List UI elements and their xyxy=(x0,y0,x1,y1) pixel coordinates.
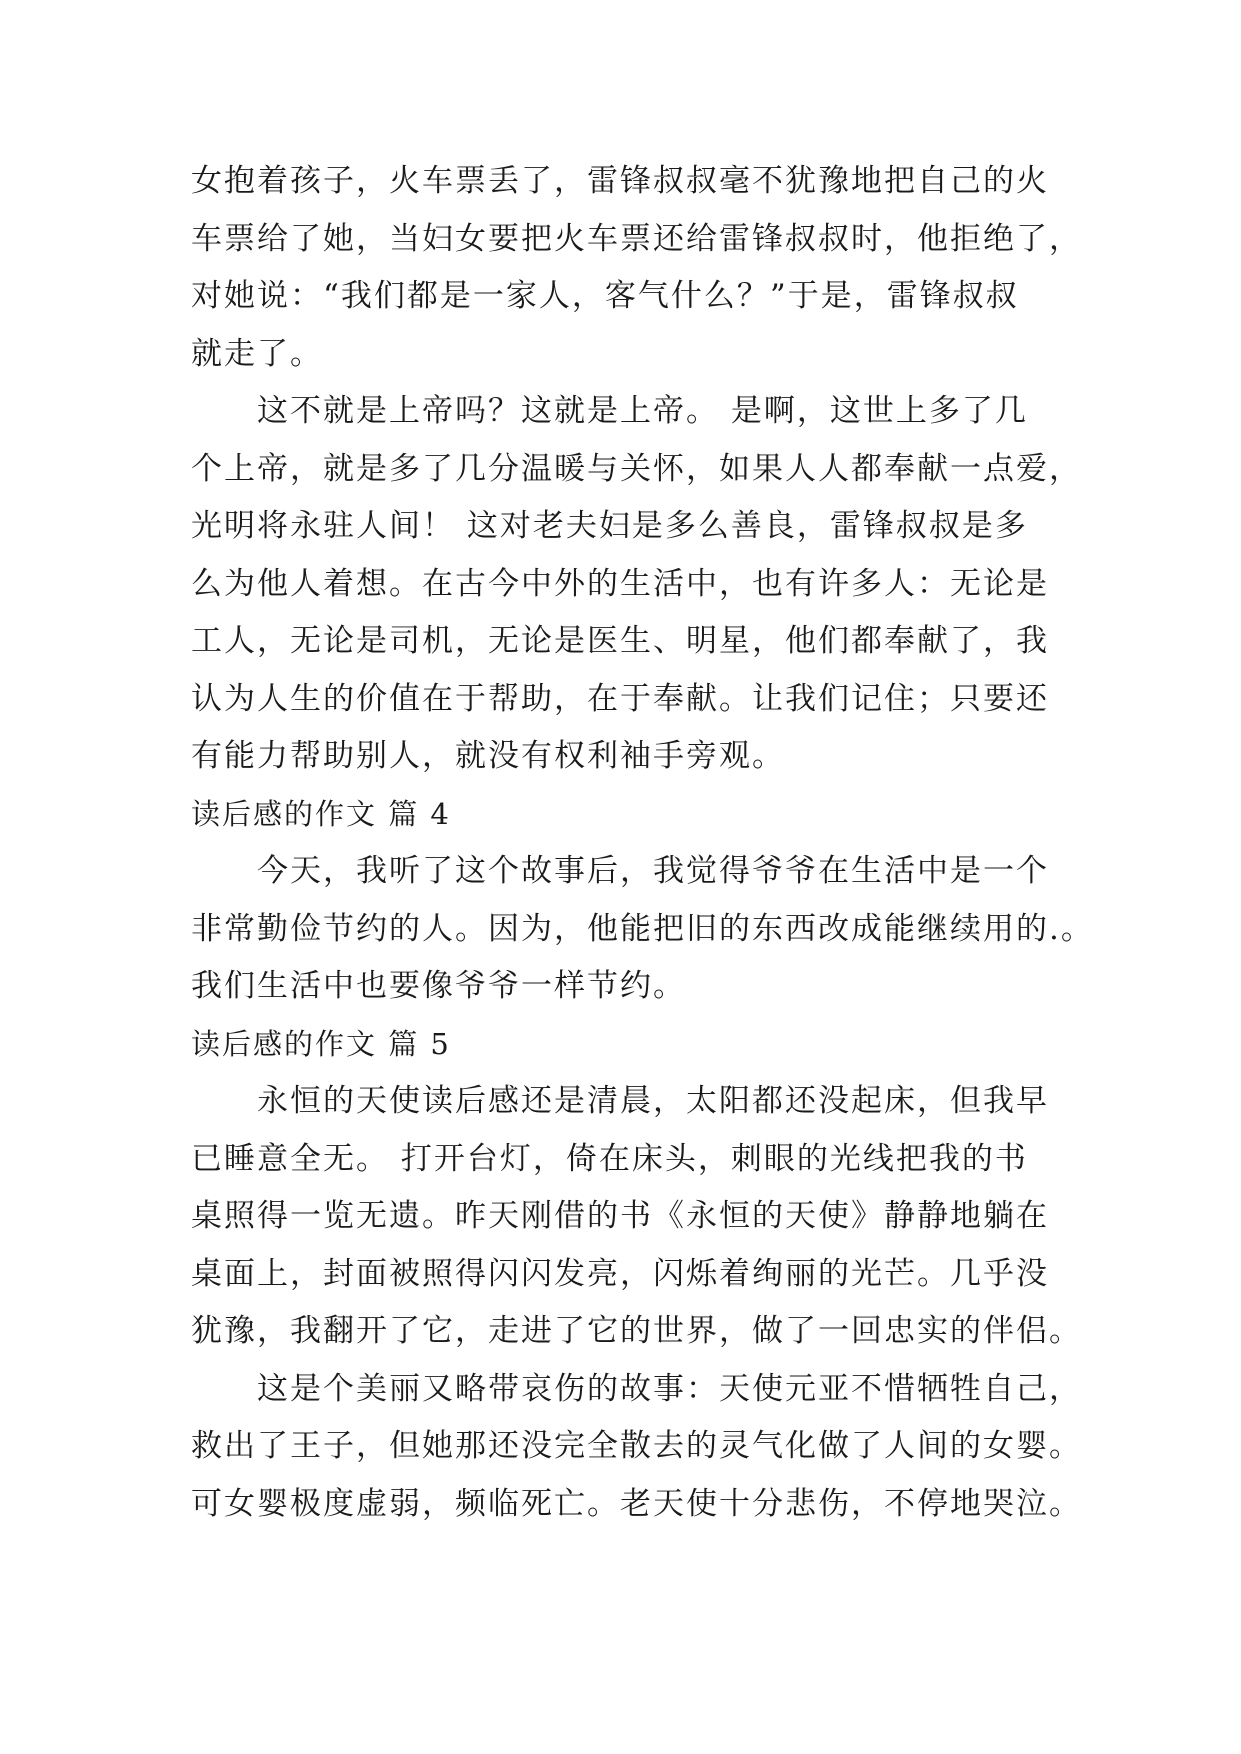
text-line: 永恒的天使读后感还是清晨，太阳都还没起床，但我早 xyxy=(257,1083,1049,1119)
paragraph-eternal-angel xyxy=(191,1073,1082,1361)
text-line: 就走了。 xyxy=(191,335,323,372)
text-line: 犹豫，我翻开了它，走进了它的世界，做了一回忠实的伴侣。 xyxy=(191,1313,1082,1349)
text-line: 非常勤俭节约的人。因为，他能把旧的东西改成能继续用的.。 xyxy=(191,910,1094,947)
text-line: 个上帝，就是多了几分温暖与关怀，如果人人都奉献一点爱， xyxy=(191,450,1082,487)
text-line: 工人，无论是司机，无论是医生、明星，他们都奉献了，我 xyxy=(191,623,1049,659)
text-line: 认为人生的价值在于帮助，在于奉献。让我们记住；只要还 xyxy=(191,680,1049,717)
section-heading-4: 读后感的作文 篇 4 xyxy=(191,796,451,831)
text-line: 今天，我听了这个故事后，我觉得爷爷在生活中是一个 xyxy=(257,853,1049,889)
text-line: 对她说：“我们都是一家人，客气什么？”于是，雷锋叔叔 xyxy=(191,278,1019,314)
paragraph-continuation xyxy=(191,153,1082,383)
text-line: 我们生活中也要像爷爷一样节约。 xyxy=(191,968,686,1004)
text-line: 车票给了她，当妇女要把火车票还给雷锋叔叔时，他拒绝了， xyxy=(191,220,1082,257)
paragraph-god-reflection xyxy=(191,383,1082,786)
text-line: 救出了王子，但她那还没完全散去的灵气化做了人间的女婴。 xyxy=(191,1428,1082,1464)
text-line: 有能力帮助别人，就没有权利袖手旁观。 xyxy=(191,738,785,774)
text-line: 桌面上，封面被照得闪闪发亮，闪烁着绚丽的光芒。几乎没 xyxy=(191,1255,1049,1292)
paragraph-story-summary xyxy=(191,1361,1082,1534)
text-line: 桌照得一览无遗。昨天刚借的书《永恒的天使》静静地躺在 xyxy=(191,1198,1049,1234)
text-line: 这不就是上帝吗？这就是上帝。 是啊，这世上多了几 xyxy=(257,393,1028,429)
text-line: 已睡意全无。 打开台灯，倚在床头，刺眼的光线把我的书 xyxy=(191,1140,1028,1177)
text-line: 么为他人着想。在古今中外的生活中，也有许多人：无论是 xyxy=(191,565,1049,602)
text-line: 女抱着孩子，火车票丢了，雷锋叔叔毫不犹豫地把自己的火 xyxy=(191,163,1049,199)
paragraph-grandpa xyxy=(191,843,1094,1016)
text-line: 这是个美丽又略带哀伤的故事：天使元亚不惜牺牲自己， xyxy=(257,1370,1082,1407)
text-line: 光明将永驻人间！ 这对老夫妇是多么善良，雷锋叔叔是多 xyxy=(191,508,1028,544)
section-heading-5: 读后感的作文 篇 5 xyxy=(191,1026,451,1061)
text-line: 可女婴极度虚弱，频临死亡。老天使十分悲伤，不停地哭泣。 xyxy=(191,1485,1082,1522)
document-body xyxy=(191,153,1094,1533)
